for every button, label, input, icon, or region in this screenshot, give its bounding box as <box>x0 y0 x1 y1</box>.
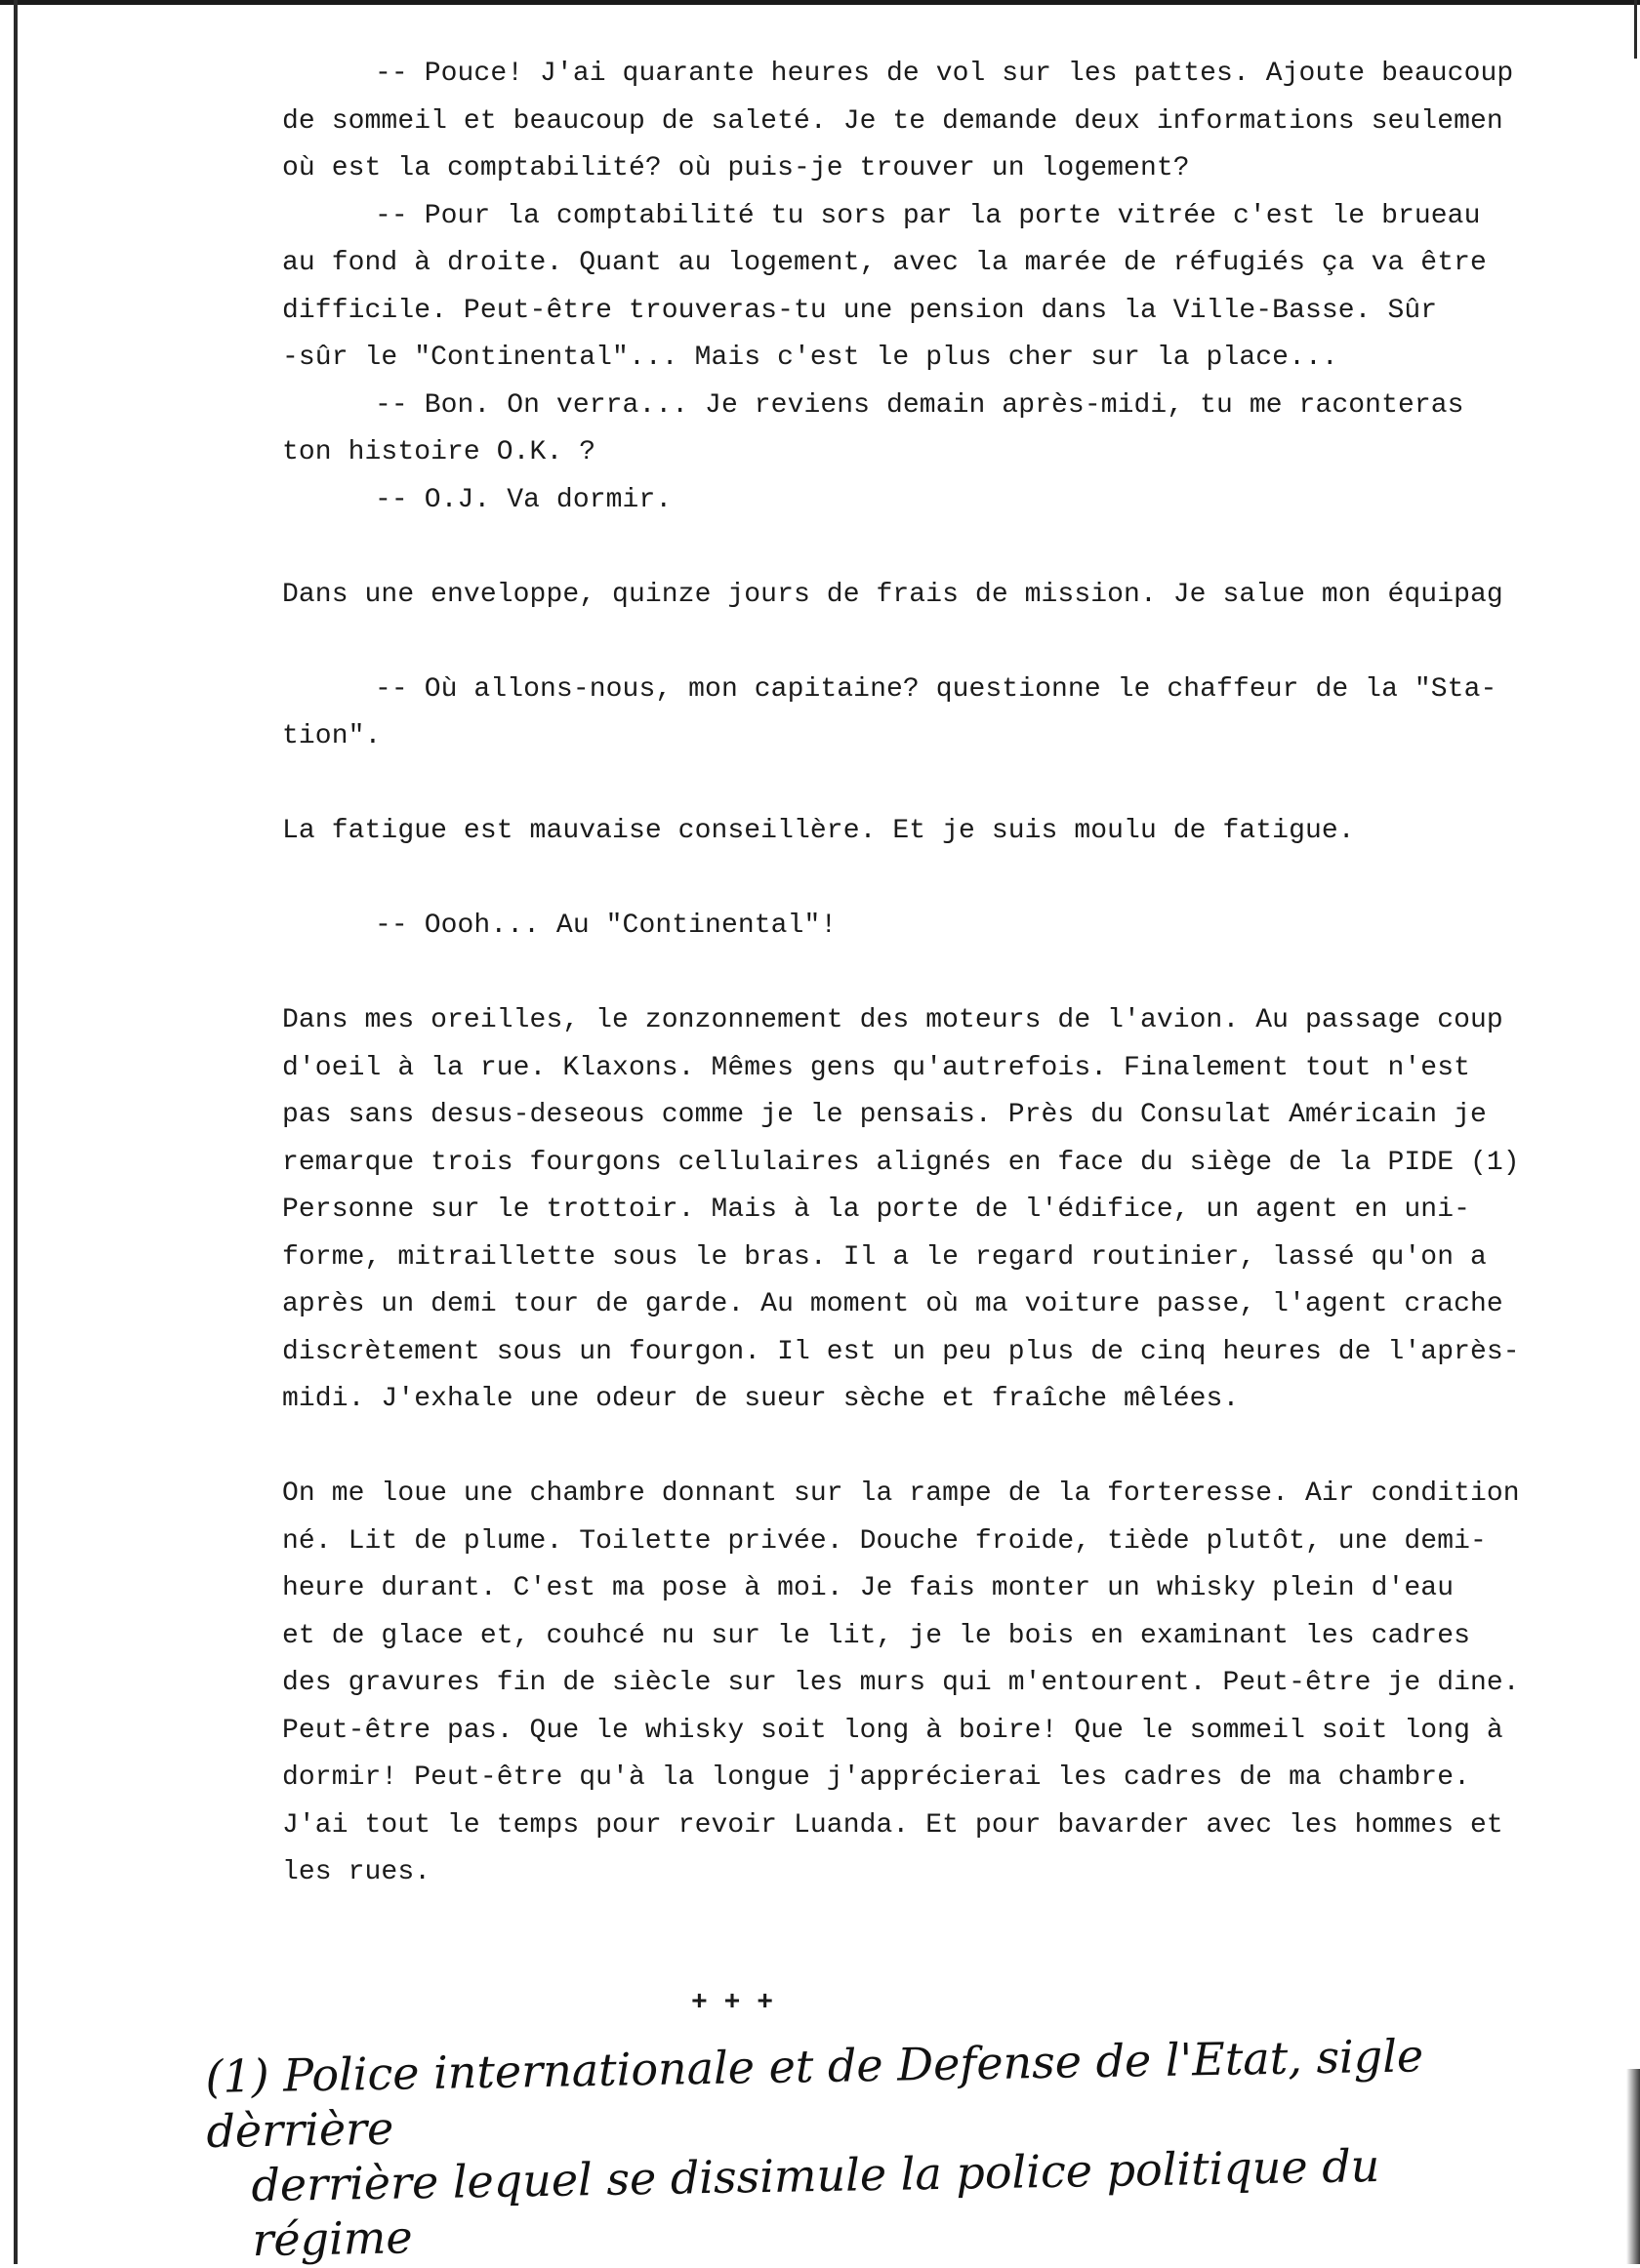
text-line: -- Pouce! J'ai quarante heures de vol sur les pattes. Ajoute beaucoup <box>375 59 1514 89</box>
section-separator: + + + <box>691 1988 774 2018</box>
text-line: Dans mes oreilles, le zonzonnement des moteurs de l'avion. Au passage coup <box>282 1005 1503 1035</box>
paragraph-gap <box>282 524 1640 572</box>
text-line: -- Où allons-nous, mon capitaine? questionne le chaffeur de la "Sta- <box>375 673 1497 705</box>
paragraph-gap <box>282 951 1640 998</box>
text-line: Dans une enveloppe, quinze jours de frais de mission. Je salue mon équipag <box>282 579 1503 610</box>
paragraph <box>282 383 1640 477</box>
footnote-line: derrière lequel se dissimule la police politique du <box>250 2139 1380 2212</box>
page-left-edge <box>14 0 18 2264</box>
text-line: tion". <box>282 721 382 751</box>
paragraph <box>282 477 1640 525</box>
text-line: Personne sur le trottoir. Mais à la porte de l'édifice, un agent en uni- <box>282 1195 1470 1225</box>
paragraph <box>282 997 1640 1424</box>
page-right-edge <box>1634 0 1637 59</box>
text-line: né. Lit de plume. Toilette privée. Douche froide, tiède plutôt, une demi- <box>282 1525 1487 1557</box>
page-top-edge <box>0 0 1640 5</box>
text-line: après un demi tour de garde. Au moment où ma voiture passe, l'agent crache <box>282 1289 1503 1319</box>
text-line: discrètement sous un fourgon. Il est un peu plus de cinq heures de l'après- <box>282 1336 1520 1367</box>
text-line: J'ai tout le temps pour revoir Luanda. Et pour bavarder avec les hommes et <box>282 1809 1503 1841</box>
paragraph-gap <box>282 1424 1640 1472</box>
text-line: -- O.J. Va dormir. <box>375 484 673 515</box>
text-line: ton histoire O.K. ? <box>282 437 596 467</box>
text-line: Peut-être pas. Que le whisky soit long à boire! Que le sommeil soit long à <box>282 1715 1503 1746</box>
footnote-line: régime <box>251 2210 414 2267</box>
text-line: -- Oooh... Au "Continental"! <box>375 911 838 941</box>
paragraph <box>282 572 1640 620</box>
paragraph-gap <box>282 619 1640 667</box>
text-line: remarque trois fourgons cellulaires alignés en face du siège de la PIDE (1) <box>282 1147 1520 1178</box>
page-corner-shadow <box>1626 2069 1640 2264</box>
paragraph <box>282 808 1640 856</box>
text-line: midi. J'exhale une odeur de sueur sèche et fraîche mêlées. <box>282 1384 1240 1414</box>
typescript-body <box>282 51 1640 1897</box>
paragraph-gap <box>282 761 1640 809</box>
text-line: d'oeil à la rue. Klaxons. Mêmes gens qu'autrefois. Finalement tout n'est <box>282 1052 1470 1083</box>
handwritten-footnote <box>205 2025 1615 2268</box>
text-line: forme, mitraillette sous le bras. Il a le regard routinier, lassé qu'on a <box>282 1241 1487 1273</box>
text-line: des gravures fin de siècle sur les murs qui m'entourent. Peut-être je dine. <box>282 1668 1520 1698</box>
text-line: La fatigue est mauvaise conseillère. Et je suis moulu de fatigue. <box>282 816 1355 846</box>
text-line: heure durant. C'est ma pose à moi. Je fais monter un whisky plein d'eau <box>282 1573 1455 1603</box>
footnote-line: (1) Police internationale et de Defense de l'Etat, sigle dèrrière <box>205 2029 1424 2158</box>
paragraph <box>282 667 1640 761</box>
paragraph <box>282 903 1640 951</box>
paragraph <box>282 1471 1640 1897</box>
text-line: au fond à droite. Quant au logement, avec la marée de réfugiés ça va être <box>282 248 1487 278</box>
text-line: de sommeil et beaucoup de saleté. Je te demande deux informations seulemen <box>282 105 1503 137</box>
text-line: On me loue une chambre donnant sur la rampe de la forteresse. Air condition <box>282 1478 1520 1509</box>
text-line: où est la comptabilité? où puis-je trouver un logement? <box>282 153 1190 183</box>
paragraph <box>282 193 1640 383</box>
text-line: -- Bon. On verra... Je reviens demain après-midi, tu me raconteras <box>375 389 1464 421</box>
paragraph-gap <box>282 856 1640 904</box>
paragraph <box>282 51 1640 193</box>
text-line: pas sans desus-deseous comme je le pensais. Près du Consulat Américain je <box>282 1100 1487 1130</box>
text-line: et de glace et, couhcé nu sur le lit, je le bois en examinant les cadres <box>282 1620 1470 1651</box>
text-line: dormir! Peut-être qu'à la longue j'apprécierai les cadres de ma chambre. <box>282 1762 1470 1793</box>
text-line: difficile. Peut-être trouveras-tu une pension dans la Ville-Basse. Sûr <box>282 295 1438 326</box>
text-line: -- Pour la comptabilité tu sors par la porte vitrée c'est le brueau <box>375 200 1481 231</box>
text-line: -sûr le "Continental"... Mais c'est le plus cher sur la place... <box>282 343 1338 373</box>
text-line: les rues. <box>282 1857 431 1887</box>
